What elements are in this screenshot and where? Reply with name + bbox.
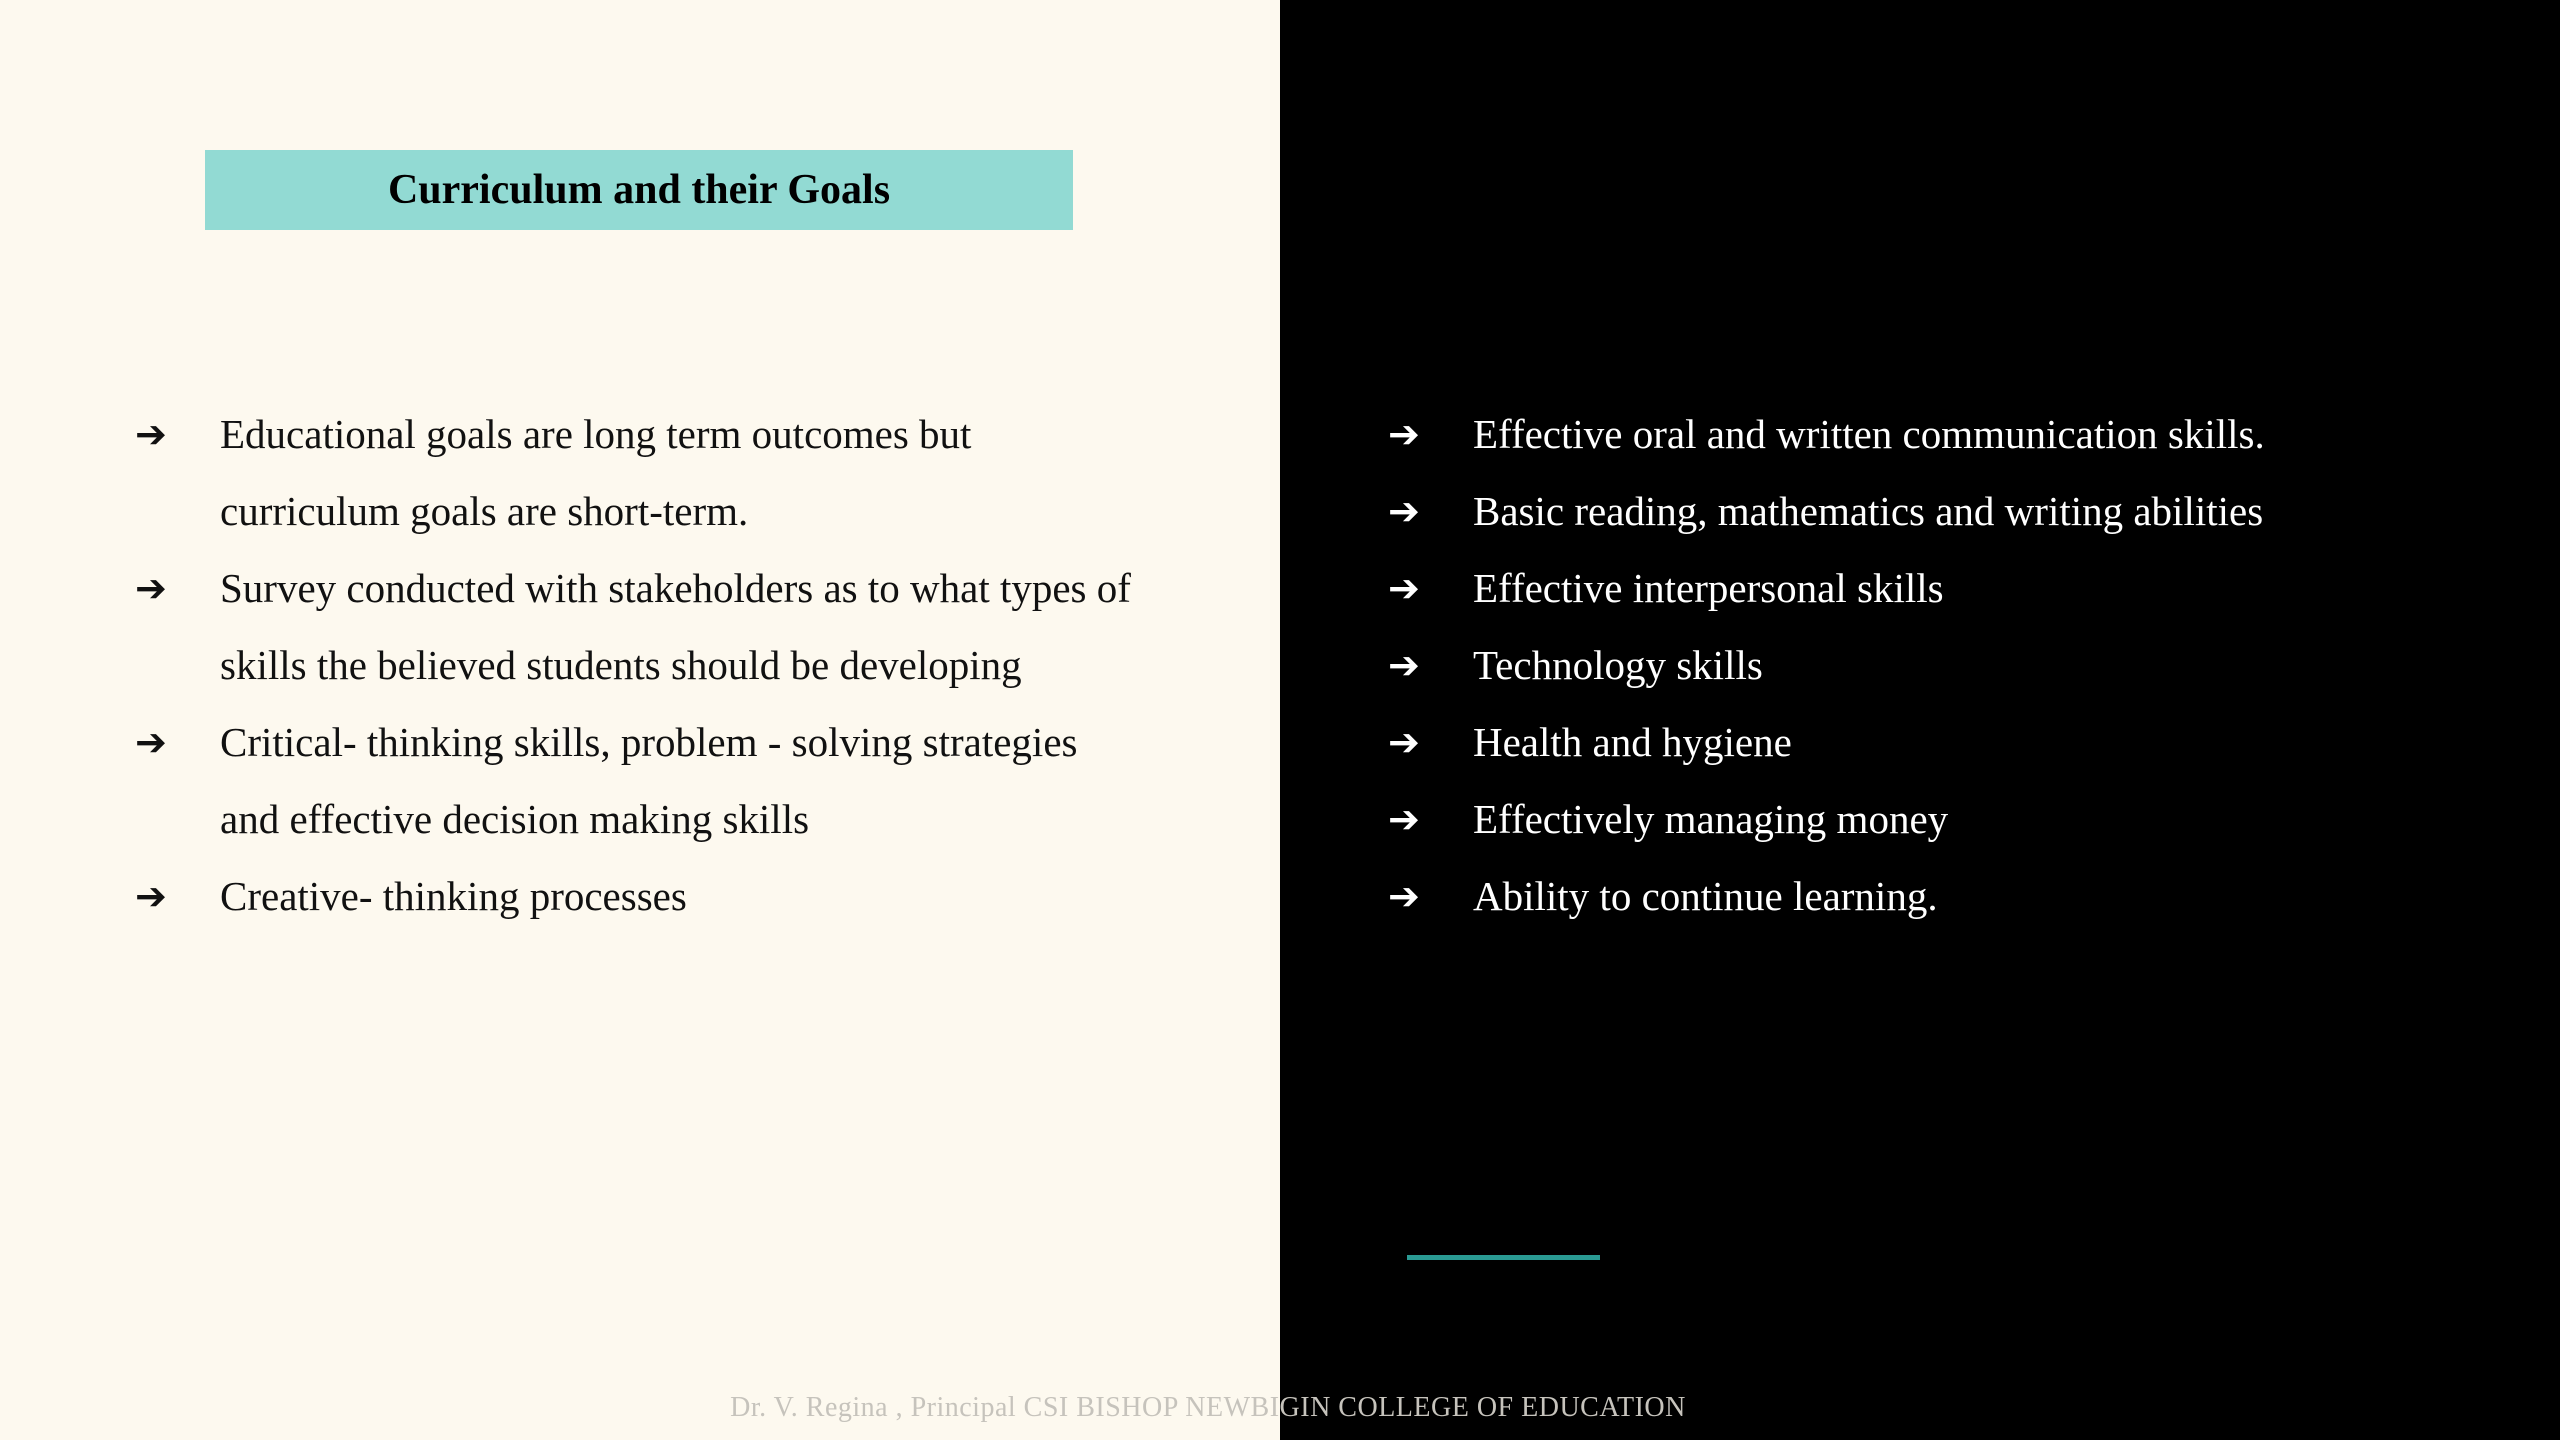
right-bullet-item [1388,396,2538,473]
arrow-icon: ➔ [1388,566,1420,610]
bullet-text: Educational goals are long term outcomes but curriculum goals are short-term. [220,411,972,534]
slide-title: Curriculum and their Goals [387,167,891,213]
bullet-text: Ability to continue learning. [1473,873,1938,919]
left-bullet-item [135,704,1245,858]
accent-line [1407,1255,1600,1260]
bullet-text: Effectively managing money [1473,796,1949,842]
bullet-text: Creative- thinking processes [220,873,687,919]
left-bullet-item [135,550,1245,704]
left-bullet-item [135,858,1245,935]
right-bullet-item [1388,858,2538,935]
right-bullet-item [1388,627,2538,704]
bullet-text: Technology skills [1473,642,1763,688]
arrow-icon: ➔ [135,874,167,918]
bullet-text: Critical- thinking skills, problem - solving strategies and effective decision making skills [220,719,1078,842]
right-bullet-item [1388,781,2538,858]
arrow-icon: ➔ [1388,412,1420,456]
footer-credit: Dr. V. Regina , Principal CSI BISHOP NEWBIGIN COLLEGE OF EDUCATION [730,1392,1686,1423]
arrow-icon: ➔ [135,720,167,764]
bullet-text: Survey conducted with stakeholders as to what types of skills the believed students should be developing [220,565,1131,688]
arrow-icon: ➔ [1388,720,1420,764]
right-bullet-item [1388,550,2538,627]
right-bullet-item [1388,473,2538,550]
arrow-icon: ➔ [135,566,167,610]
bullet-text: Effective oral and written communication skills. [1473,411,2265,457]
title-box [205,150,1073,230]
right-bullet-list [1388,396,2538,935]
arrow-icon: ➔ [1388,643,1420,687]
arrow-icon: ➔ [1388,797,1420,841]
left-bullet-list [135,396,1245,935]
bullet-text: Basic reading, mathematics and writing abilities [1473,488,2264,534]
bullet-text: Health and hygiene [1473,719,1792,765]
arrow-icon: ➔ [135,412,167,456]
left-bullet-item [135,396,1245,550]
bullet-text: Effective interpersonal skills [1473,565,1944,611]
arrow-icon: ➔ [1388,489,1420,533]
arrow-icon: ➔ [1388,874,1420,918]
right-bullet-item [1388,704,2538,781]
